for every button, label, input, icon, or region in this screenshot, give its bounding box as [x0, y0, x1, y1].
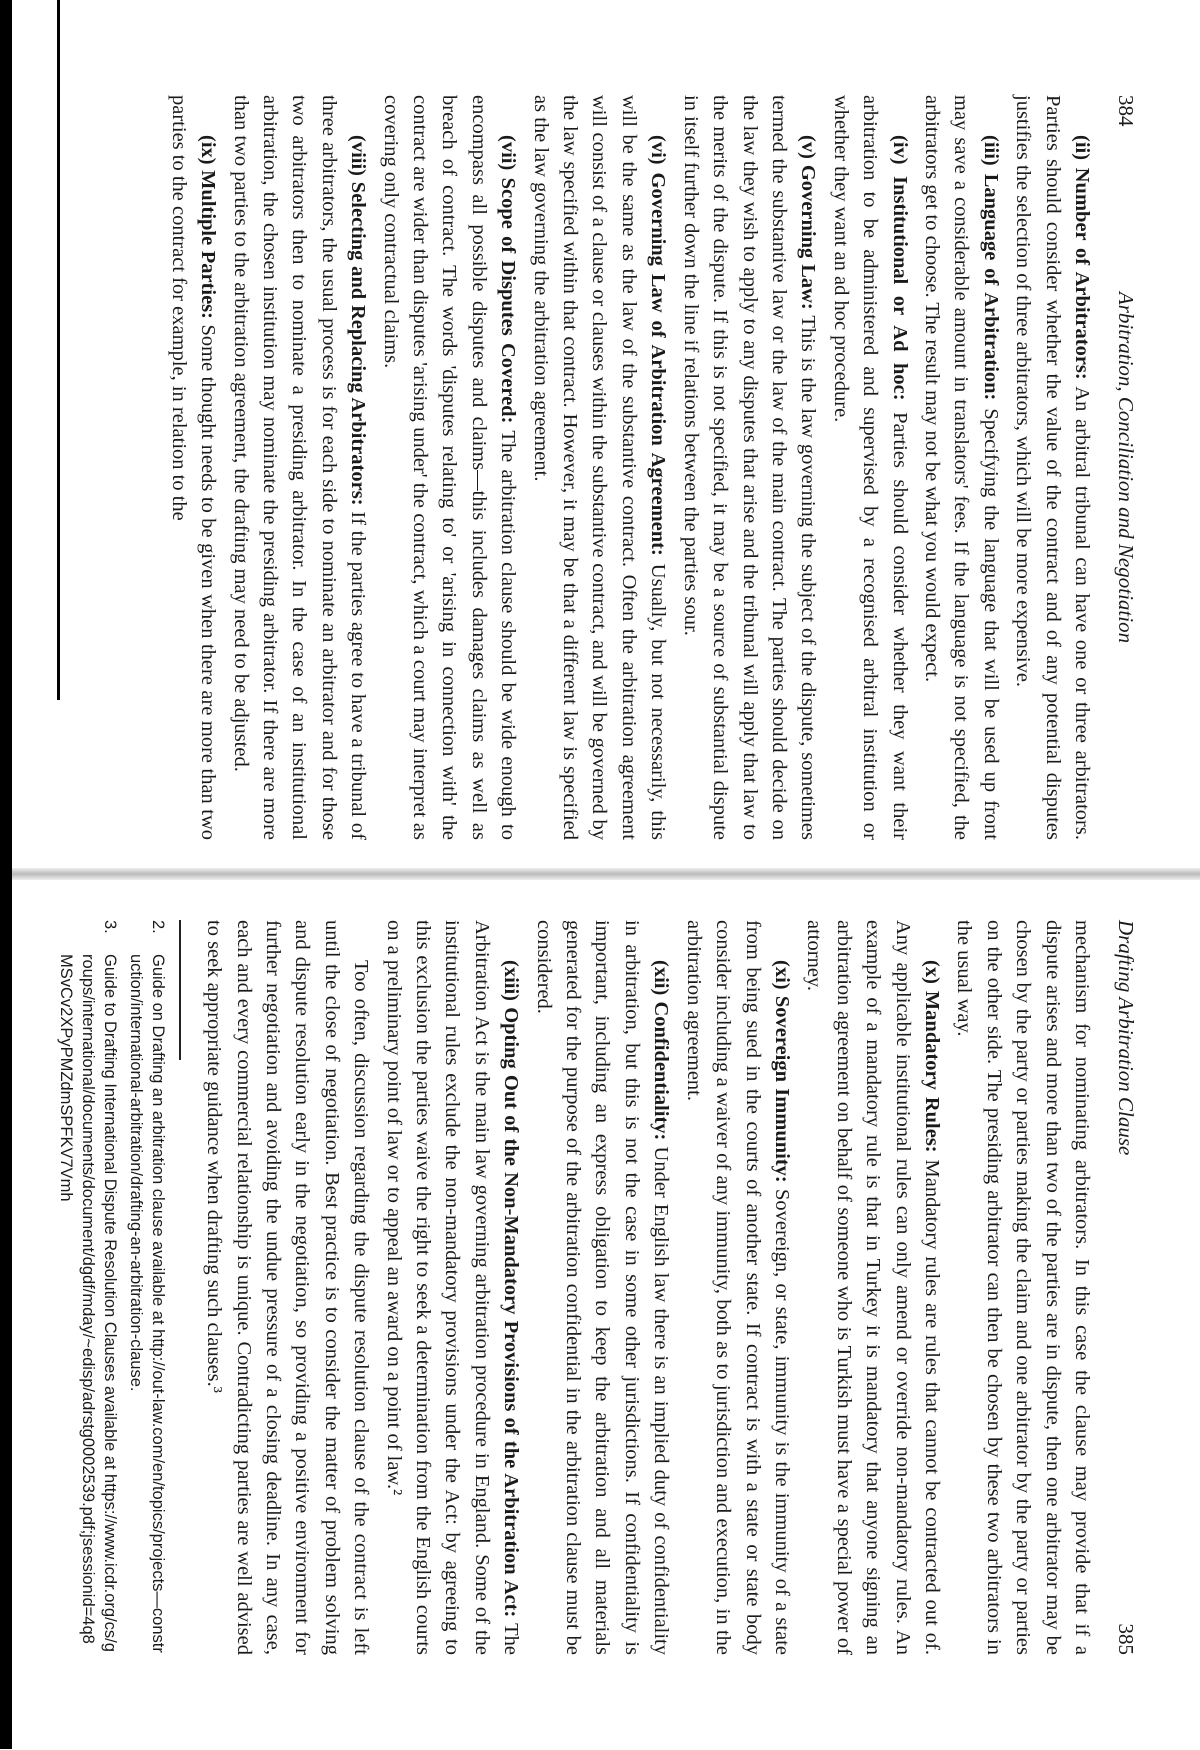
paragraph-text: The Arbitration Act is the main law governing arbitration procedure in England. Some of the institutional rules exclude the non-mandatory provisions under the Act: by agreeing to this exclusion the parties waive the right to seek a determination from the English courts on a preliminary point of law or to appeal an award on a point of law.²: [382, 920, 523, 1655]
term: (iii) Language of Arbitration:: [979, 135, 1002, 401]
paragraph: [528, 920, 675, 1655]
book-gutter: [0, 868, 1200, 880]
footnote: [125, 920, 169, 1655]
paragraph: [378, 920, 525, 1655]
paragraph-text: Parties should consider whether they want their arbitration to be administered and supervised by a recognised arbitral institution or whether they want an ad hoc procedure.: [829, 95, 911, 840]
paragraph: [825, 95, 913, 840]
paragraph: [525, 95, 672, 840]
footnote-number: 3.: [100, 920, 119, 934]
paragraph: [375, 95, 522, 840]
footnote-number: 2.: [148, 920, 167, 934]
term: (ix) Multiple Parties:: [197, 135, 220, 319]
scan-edge-rule: [57, 0, 60, 700]
paragraph-text: Specifying the language that will be used up front may save a considerable amount in translators' fees. If the language is not specified, the arbitrators get to choose. The result may not be what you would expect.: [920, 95, 1002, 840]
left-page: [0, 0, 1200, 870]
paragraph: [917, 95, 1005, 840]
term: (x) Mandatory Rules:: [920, 960, 943, 1153]
term: (vi) Governing Law of Arbitration Agreement:: [647, 135, 670, 556]
paragraph: [678, 920, 796, 1655]
footnote-text: Guide to Drafting International Dispute Resolution Clauses available at https://www.icdr.org/cs/groups/international/documents/document/dgdf/mday/~edisp/adrstg0002539.pdf;jsessionid=4q8MSvCv2XPyPMZdmSPFKV7Vmh: [56, 954, 119, 1652]
footnote: [55, 920, 121, 1655]
term: (viii) Selecting and Replacing Arbitrators:: [347, 135, 370, 506]
paragraph-text: mechanism for nominating arbitrators. In this case the clause may provide that if a dispute arises and more than two of the parties are in dispute, then one arbitrator may be chosen by the party or parties making the claim and one arbitrator by the party or parties on the other side. The presiding arbitrator can then be chosen by these two arbitrators in the usual way.: [953, 920, 1093, 1655]
paragraph-text: Some thought needs to be given when there are more than two parties to the contract for example, in relation to the: [167, 95, 220, 841]
term: (ii) Number of Arbitrators:: [1071, 135, 1093, 380]
term: (vii) Scope of Disputes Covered:: [497, 135, 520, 424]
paragraph-text: Too often, discussion regarding the dispute resolution clause of the contract is left until the close of negotiation. Best practice is to consider the matter of problem solving and dispute resolution early in the negotiation, so providing a positive environment for further negotiation and avoiding the undue pressure of a closing deadline. In any case, each and every commercial relationship is unique. Contradicting parties are well advised to seek appropriate guidance when drafting such clauses.³: [203, 920, 373, 1655]
paragraph-text: Sovereign, or state, immunity is the immunity of a state from being sued in the courts of another state. If contract is with a state or state body consider including a waiver of any immunity, both as to jurisdiction and execution, in the arbitration agreement.: [682, 920, 793, 1655]
paragraph-text: The arbitration clause should be wide enough to encompass all possible disputes and claims—this includes damages claims as well as breach of contract. The words 'disputes relating to' or 'arising in connection with' the contract are wider than disputes 'arising under' the contract, which a court may interpret as covering only contractual claims.: [379, 95, 520, 840]
term: (iv) Institutional or Ad hoc:: [888, 135, 911, 401]
right-running-head: [1108, 920, 1140, 1655]
paragraph-text: Mandatory rules are rules that cannot be contracted out of. Any applicable institutional rules can only amend or override non-mandatory rules. An example of a mandatory rule is that in Turkey it is mandatory that anyone signing an arbitration agreement on behalf of someone who is Turkish must have a special power of attorney.: [803, 920, 943, 1655]
left-running-head: [1108, 95, 1140, 840]
right-page: [0, 880, 1200, 1750]
footnotes: [55, 920, 169, 1655]
footnote-text: Guide on Drafting an arbitration clause available at http://out-law.com/en/topics/projects—construction/international-arbitration/drafting-an-arbitration-clause.: [126, 954, 167, 1653]
paragraph: [949, 920, 1096, 1655]
term: (xii) Confidentiality:: [650, 960, 673, 1141]
paragraph: [225, 95, 372, 840]
term: (xi) Sovereign Immunity:: [770, 960, 793, 1183]
paragraph: [799, 920, 946, 1655]
right-running-title: Drafting Arbitration Clause: [1114, 920, 1138, 1156]
scan-edge-bar: [0, 0, 12, 1749]
paragraph-text: If the parties agree to have a tribunal of three arbitrators, the usual process is for each side to nominate an arbitrator and for those two arbitrators then to nominate a presiding arbitrator. In the case of an institutional arbitration, the chosen institution may nominate the presiding arbitrator. If there are more than two parties to the arbitration agreement, the drafting may need to be adjusted.: [229, 95, 370, 840]
paragraph: [1008, 95, 1096, 840]
left-running-title: Arbitration, Conciliation and Negotiation: [1114, 291, 1138, 644]
right-page-number: 385: [1114, 1623, 1138, 1655]
right-body: [199, 920, 1096, 1655]
paragraph-text: This is the law governing the subject of the dispute, sometimes termed the substantive law or the law of the main contract. The parties should decide on the law they wish to apply to any disputes that arise and the tribunal will apply that law to the merits of the dispute. If this is not specified, it may be a source of substantial dispute in itself further down the line if relations between the parties sour.: [679, 95, 820, 840]
left-page-number: 384: [1114, 95, 1138, 127]
paragraph-text: Usually, but not necessarily, this will be the same as the law of the substantive contract. Often the arbitration agreement will consist of a clause or clauses within the substantive contract, and will be governed by the law specified within that contract. However, it may be that a different law is specified as the law governing the arbitration agreement.: [529, 95, 670, 841]
paragraph: [163, 95, 222, 840]
term: (v) Governing Law:: [797, 135, 820, 310]
paragraph-text: An arbitral tribunal can have one or three arbitrators. Parties should consider whether the value of the contract and of any potential disputes justifies the selection of three arbitrators, which will be more expensive.: [1012, 95, 1093, 840]
paragraph-text: Under English law there is an implied duty of confidentiality in arbitration, but this is not the case in some other jurisdictions. If confidentiality is important, including an express obligation to keep the arbitration and all materials generated for the purpose of the arbitration confidential in the arbitration clause must be considered.: [532, 920, 673, 1656]
term: (xiii) Opting Out of the Non-Mandatory Provisions of the Arbitration Act:: [500, 960, 523, 1618]
paragraph: [199, 920, 375, 1655]
left-body: [163, 95, 1096, 840]
footnote-rule: [179, 920, 181, 1060]
paragraph: [675, 95, 822, 840]
